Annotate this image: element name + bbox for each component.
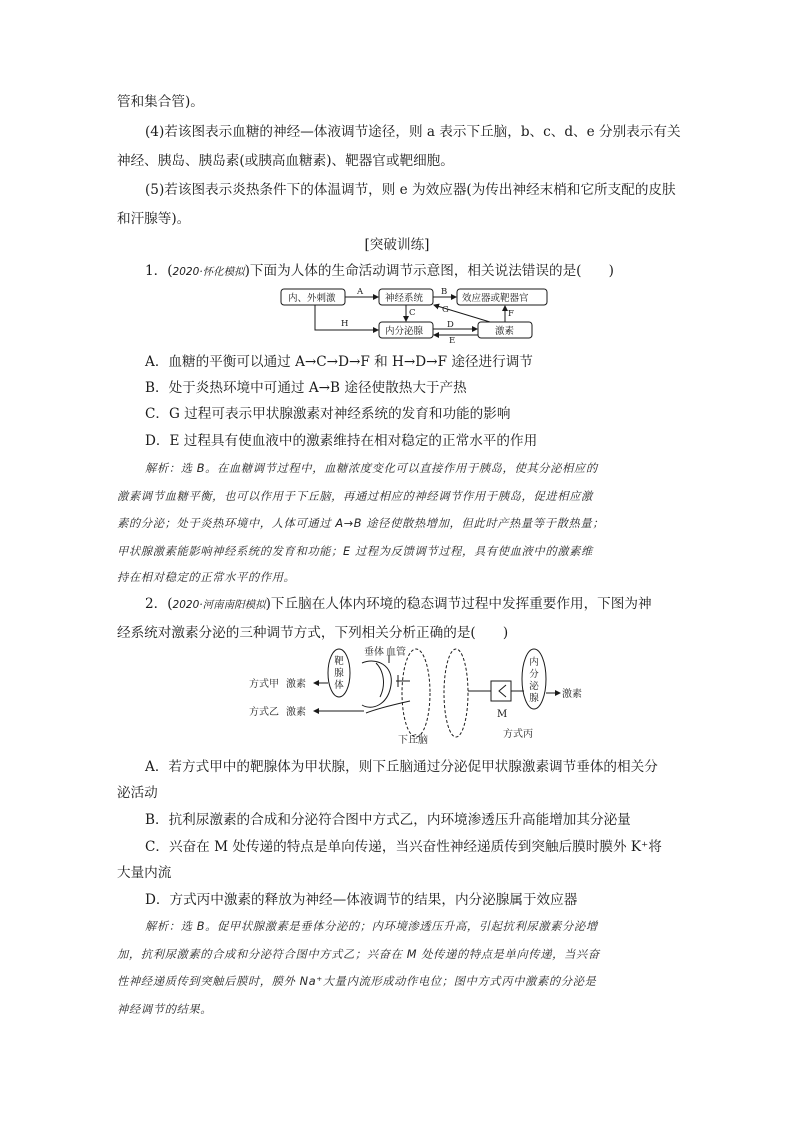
q1-option-b: B．处于炎热环境中可通过 A→B 途径使散热大于产热 xyxy=(145,380,467,396)
q2-option-d: D．方式丙中激素的释放为神经—体液调节的结果，内分泌腺属于效应器 xyxy=(145,892,578,908)
arrow-label-g: G xyxy=(442,305,449,315)
q1-explanation-3: 素的分泌；处于炎热环境中，人体可通过 A→B 途径使散热增加，但此时产热量等于散热量； xyxy=(117,517,605,530)
label-endocrine-char-4: 腺 xyxy=(529,693,539,704)
label-pituitary: 垂体 xyxy=(364,647,384,658)
synapse-m-box xyxy=(491,681,511,701)
intro-line-5: 和汗腺等)。 xyxy=(117,211,191,227)
label-hypothalamus: 下丘脑 xyxy=(398,735,428,745)
q1-explanation-4: 甲状腺激素能影响神经系统的发育和功能；E 过程为反馈调节过程，具有使血液中的激素维 xyxy=(117,545,593,558)
q2-explanation-1: 解析：选 B。促甲状腺激素是垂体分泌的；内环境渗透压升高，引起抗利尿激素分泌增 xyxy=(145,920,598,933)
label-gland-char-2: 腺 xyxy=(334,668,344,679)
label-endocrine-char-2: 分 xyxy=(529,669,539,680)
label-endocrine-char-1: 内 xyxy=(529,657,539,668)
label-gland-char-3: 体 xyxy=(334,680,344,691)
arrow-label-d: D xyxy=(447,320,454,330)
q2-option-a-2: 泌活动 xyxy=(117,785,158,801)
label-endocrine-gland: 内分泌腺 xyxy=(385,326,424,337)
arrow-label-a: A xyxy=(357,287,364,297)
label-mode-bing: 方式丙 xyxy=(503,729,533,740)
arrow-label-c: C xyxy=(409,308,416,318)
label-hormone-yi: 激素 xyxy=(286,707,306,718)
label-hormone-jia: 激素 xyxy=(286,679,306,690)
q1-number: 1．( xyxy=(145,263,173,279)
arrow-label-f: F xyxy=(508,309,514,319)
q2-stem-2: 经系统对激素分泌的三种调节方式，下列相关分析正确的是( ) xyxy=(117,625,509,641)
q2-stem-1 xyxy=(145,595,725,614)
q2-option-b: B．抗利尿激素的合成和分泌符合图中方式乙，内环境渗透压升高能增加其分泌量 xyxy=(145,812,631,828)
q1-diagram xyxy=(275,282,555,348)
label-nervous-system: 神经系统 xyxy=(385,293,424,304)
q2-option-c-1: C．兴奋在 M 处传递的特点是单向传递，当兴奋性神经递质传到突触后膜时膜外 K⁺将 xyxy=(145,839,662,855)
label-hormone-bing: 激素 xyxy=(562,689,582,700)
arrow-label-b: B xyxy=(441,287,448,297)
label-hormone: 激素 xyxy=(495,326,515,337)
q1-stem-text: )下面为人体的生命活动调节示意图，相关说法错误的是( ) xyxy=(244,263,614,279)
q1-option-d: D．E 过程具有使血液中的激素维持在相对稳定的正常水平的作用 xyxy=(145,433,538,449)
label-effector: 效应器或靶器官 xyxy=(462,293,529,304)
label-mode-jia: 方式甲 xyxy=(249,679,279,690)
q1-option-c: C．G 过程可表示甲状腺激素对神经系统的发育和功能的影响 xyxy=(145,406,511,422)
arrow-label-h: H xyxy=(341,319,349,329)
intro-line-4: (5)若该图表示炎热条件下的体温调节，则 e 为效应器(为传出神经末梢和它所支配的皮肤 xyxy=(145,182,676,198)
arrow-label-e: E xyxy=(449,336,456,344)
q2-diagram xyxy=(246,645,596,749)
q2-explanation-4: 神经调节的结果。 xyxy=(117,1003,213,1016)
q1-source: 2020·怀化模拟 xyxy=(172,266,245,278)
intro-line-3: 神经、胰岛、胰岛素(或胰高血糖素)、靶器官或靶细胞。 xyxy=(117,153,454,169)
label-endocrine-char-3: 泌 xyxy=(529,681,539,692)
q2-source: 2020·河南南阳模拟 xyxy=(172,599,266,611)
intro-line-1: 管和集合管)。 xyxy=(117,94,204,110)
q2-option-a-1: A．若方式甲中的靶腺体为甲状腺，则下丘脑通过分泌促甲状腺激素调节垂体的相关分 xyxy=(145,759,658,775)
label-vessel: 血管 xyxy=(386,647,406,658)
label-gland-char-1: 靶 xyxy=(334,656,344,667)
q2-explanation-3: 性神经递质传到突触后膜时，膜外 Na⁺大量内流形成动作电位；图中方式丙中激素的分泌是 xyxy=(117,975,597,988)
label-mode-yi: 方式乙 xyxy=(249,707,279,718)
q2-number: 2．( xyxy=(145,596,173,612)
intro-line-2: (4)若该图表示血糖的神经—体液调节途径，则 a 表示下丘脑，b、c、d、e 分别表示有关 xyxy=(145,124,681,140)
q1-option-a: A．血糖的平衡可以通过 A→C→D→F 和 H→D→F 途径进行调节 xyxy=(145,354,533,370)
pituitary-shape xyxy=(362,661,391,707)
label-m: M xyxy=(497,709,508,720)
q1-explanation-5: 持在相对稳定的正常水平的作用。 xyxy=(117,571,296,584)
section-title: [突破训练] xyxy=(364,237,430,253)
hypothalamus-shape xyxy=(402,649,430,737)
q2-explanation-2: 加，抗利尿激素的合成和分泌符合图中方式乙；兴奋在 M 处传递的特点是单向传递，当兴奋 xyxy=(117,948,600,961)
q1-explanation-2: 激素调节血糖平衡，也可以作用于下丘脑，再通过相应的神经调节作用于胰岛，促进相应激 xyxy=(117,490,593,503)
q1-explanation-1: 解析：选 B。在血糖调节过程中，血糖浓度变化可以直接作用于胰岛，使其分泌相应的 xyxy=(145,462,598,475)
label-stimulus: 内、外刺激 xyxy=(288,293,336,304)
q2-option-c-2: 大量内流 xyxy=(117,865,172,881)
q1-stem xyxy=(145,262,725,281)
q2-stem-text-1: )下丘脑在人体内环境的稳态调节过程中发挥重要作用，下图为神 xyxy=(265,596,652,612)
